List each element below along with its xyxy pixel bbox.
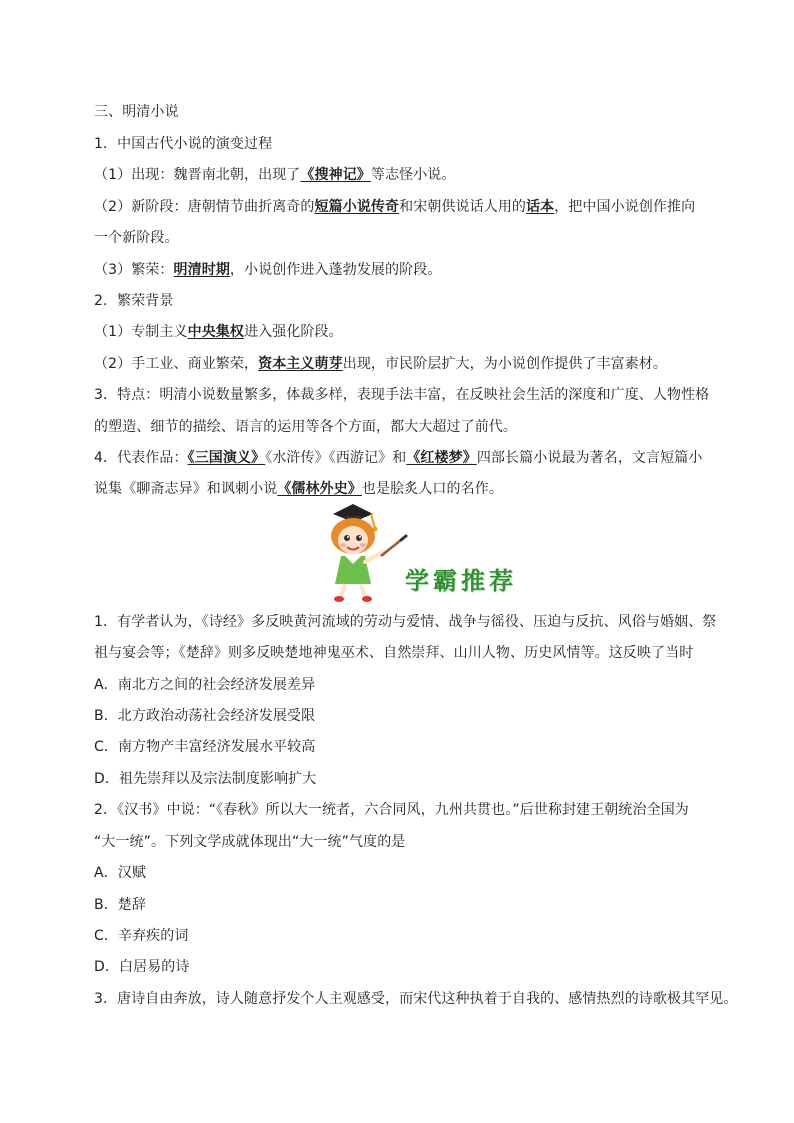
question-1-option-b: B．北方政治动荡社会经济发展受限	[94, 708, 316, 724]
question-1-option-a: A．南北方之间的社会经济发展差异	[94, 677, 316, 693]
point-2-title: 2．繁荣背景	[94, 293, 174, 309]
question-2-line-2: “大一统”。下列文学成就体现出“大一统”气度的是	[94, 834, 406, 850]
question-2-option-d: D．白居易的诗	[94, 959, 190, 975]
keyword-centralization: 中央集权	[187, 324, 245, 340]
point-3-line-2: 的塑造、细节的描绘、语言的运用等各个方面，都大大超过了前代。	[94, 419, 517, 435]
point-1-2-cont: 一个新阶段。	[94, 230, 179, 246]
point-4-line-1: 4．代表作品：《三国演义》《水浒传》《西游记》和《红楼梦》四部长篇小说最为著名，文言短篇小	[94, 450, 703, 466]
keyword-mingqing: 明清时期	[173, 262, 230, 278]
question-1-option-d: D．祖先崇拜以及宗法制度影响扩大	[94, 771, 317, 787]
keyword-chuanqi: 短篇小说传奇	[314, 199, 400, 215]
point-1-2: （2）新阶段：唐朝情节曲折离奇的短篇小说传奇和宋朝供说话人用的话本，把中国小说创作推向	[94, 199, 696, 215]
point-3-line-1: 3．特点：明清小说数量繁多，体裁多样，表现手法丰富，在反映社会生活的深度和广度、人物性格	[94, 387, 710, 403]
point-2-2: （2）手工业、商业繁荣，资本主义萌芽出现，市民阶层扩大，为小说创作提供了丰富素材。	[94, 356, 668, 372]
question-2-option-b: B．楚辞	[94, 897, 147, 913]
keyword-soushenji: 《搜神记》	[300, 167, 371, 183]
point-1-3: （3）繁荣：明清时期，小说创作进入蓬勃发展的阶段。	[94, 262, 442, 278]
question-1-line-2: 祖与宴会等；《楚辞》则多反映楚地神鬼巫术、自然崇拜、山川人物、历史风情等。这反映了当时	[94, 645, 694, 661]
keyword-capitalism: 资本主义萌芽	[258, 356, 343, 372]
question-1-line-1: 1．有学者认为，《诗经》多反映黄河流域的劳动与爱情、战争与徭役、压迫与反抗、风俗与婚姻、祭	[94, 614, 717, 630]
question-3-line-1: 3．唐诗自由奔放，诗人随意抒发个人主观感受，而宋代这种执着于自我的、感情热烈的诗歌极其罕见。	[94, 991, 738, 1007]
question-2-line-1: 2．《汉书》中说：“《春秋》所以大一统者，六合同风，九州共贯也。”后世称封建王朝统治全国为	[94, 802, 689, 818]
question-2-option-c: C．辛弃疾的词	[94, 928, 189, 944]
point-2-1: （1）专制主义中央集权进入强化阶段。	[94, 324, 343, 340]
question-2-option-a: A．汉赋	[94, 865, 146, 881]
banner-title: 学霸推荐	[405, 566, 517, 595]
keyword-honglou: 《红楼梦》	[406, 450, 477, 466]
keyword-huaben: 话本	[526, 199, 555, 215]
point-4-line-2: 说集《聊斋志异》和讽刺小说《儒林外史》也是脍炙人口的名作。	[94, 481, 503, 497]
point-1-title: 1．中国古代小说的演变过程	[94, 136, 273, 152]
question-1-option-c: C．南方物产丰富经济发展水平较高	[94, 739, 316, 755]
point-1-1: （1）出现：魏晋南北朝，出现了《搜神记》等志怪小说。	[94, 167, 456, 183]
keyword-rulin: 《儒林外史》	[277, 481, 362, 497]
section-title: 三、明清小说	[94, 104, 179, 120]
keyword-sanguo: 《三国演义》	[187, 450, 266, 466]
